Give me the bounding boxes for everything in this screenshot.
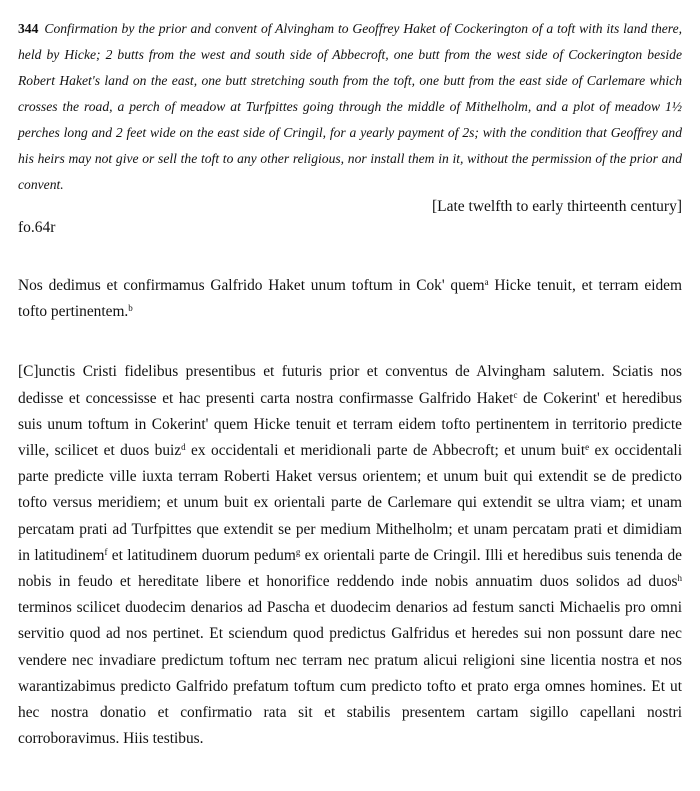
charter-text-5: et latitudinem duorum pedum <box>107 546 296 564</box>
footnote-marker-f: f <box>104 546 108 557</box>
charter-text-3: ex occidentali et meridionali parte de Abbecroft; et unum buit <box>185 442 586 460</box>
footnote-marker-b: b <box>128 303 133 314</box>
charter-text-6: ex orientali parte de Cringil. Illi et heredibus suis tenenda de nobis in feudo et hereditate libere et honorifice reddendo inde nobis annuatim duos solidos ad duos <box>18 546 682 591</box>
entry-heading-text: Confirmation by the prior and convent of Alvingham to Geoffrey Haket of Cockerington of a toft with its land there, held by Hicke; 2 butts from the west and south side of Abbecroft, one butt from the west side of Cockerington beside Robert Haket's land on the east, one butt stretching south from the toft, one butt from the east side of Carlemare which crosses the road, a perch of meadow at Turfpittes going through the middle of Mithelholm, and a plot of meadow 1½ perches long and 2 feet wide on the east side of Cringil, for a yearly payment of 2s; with the condition that Geoffrey and his heirs may not give or sell the toft to any other religious, nor install them in it, without the permission of the prior and convent. <box>18 21 682 192</box>
footnote-marker-a: a <box>484 277 489 287</box>
entry-date: [Late twelfth to early thirteenth century] <box>431 198 682 215</box>
entry-number: 344 <box>18 21 39 36</box>
entry-heading <box>18 16 682 198</box>
rubric-paragraph <box>18 273 682 325</box>
footnote-marker-g: g <box>295 546 301 557</box>
rubric-text-2: Hicke tenuit, et terram eidem tofto pertinentem. <box>18 277 682 321</box>
charter-text-2: de Cokerint' et heredibus suis unum toftum in Cokerint' quem Hicke tenuit et terram eidem tofto pertinentem in territorio predicte ville, scilicet et duos buiz <box>18 389 682 460</box>
rubric-text-1: Nos dedimus et confirmamus Galfrido Haket unum toftum in Cok' quem <box>18 277 485 294</box>
footnote-marker-h: h <box>677 573 682 584</box>
date-line <box>18 197 682 217</box>
charter-text-1: [C]unctis Cristi fidelibus presentibus et futuris prior et conventus de Alvingham salutem. Sciatis nos dedisse et concessisse et hac presenti carta nostra confirmasse Galfrido Haket <box>18 363 682 407</box>
charter-paragraph <box>18 359 682 752</box>
footnote-marker-d: d <box>181 442 186 453</box>
charter-text-7: terminos scilicet duodecim denarios ad Pascha et duodecim denarios ad festum sancti Michaelis pro omni servitio quod ad nos pertinet. Et sciendum quod predictus Galfridus et heredes sui non possunt dare nec vendere nec invadiare predictum toftum nec terram nec pratum alicui religioni sine licentia nostra et nos warantizabimus predicto Galfrido prefatum toftum cum predicto tofto et prato erga omnes homines. Et ut hec nostra donatio et confirmatio rata sit et stabilis presentem cartam sigillo capellani nostri corroboravimus. Hiis testibus. <box>18 599 682 748</box>
charter-text-4: ex occidentali parte predicte ville iuxta terram Roberti Haket versus orientem; et unum buit qui extendit se de predicto tofto versus meridiem; et unum buit ex orientali parte de Carlemare qui extendit se ultra viam; et unam percatam prati ad Turfpittes que extendit se per medium Mithelholm; et unam percatam prati et dimidiam in latitudinem <box>18 442 682 564</box>
footnote-marker-e: e <box>585 442 590 453</box>
document-page <box>18 16 682 752</box>
folio-reference: fo.64r <box>18 219 56 236</box>
footnote-marker-c: c <box>513 389 518 400</box>
